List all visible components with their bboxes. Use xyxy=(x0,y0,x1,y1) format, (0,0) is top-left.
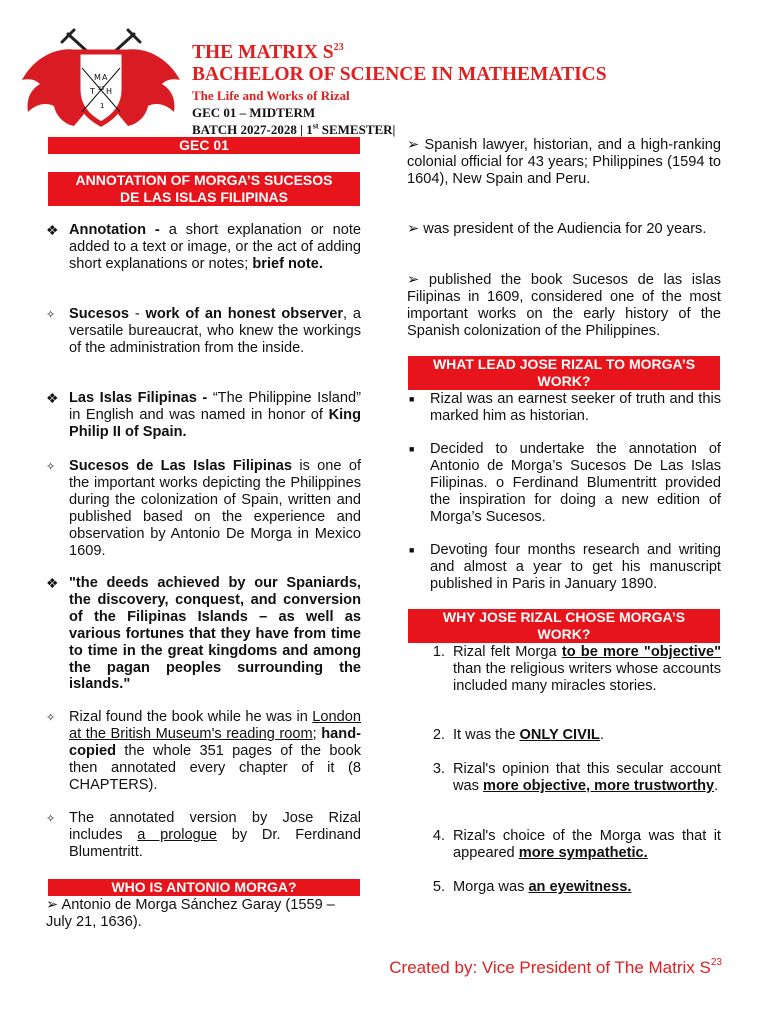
who-text: ➢ Antonio de Morga Sánchez Garay (1559 – July 21, 1636). xyxy=(46,897,335,930)
reason-item xyxy=(432,727,721,744)
star-bullet-icon: ✧ xyxy=(46,813,56,825)
logo-number: 1 xyxy=(100,102,105,110)
diamond-bullet-icon: ❖ xyxy=(46,390,59,406)
list-number: 2. xyxy=(432,727,445,743)
who-heading: WHO IS ANTONIO MORGA? xyxy=(48,879,360,896)
text-run: an eyewitness. xyxy=(528,879,632,895)
why-heading: WHY JOSE RIZAL CHOSE MORGA’S WORK? xyxy=(408,609,720,643)
text-run: - xyxy=(129,306,146,322)
text-run: Sucesos xyxy=(69,306,130,322)
reason-item xyxy=(432,761,721,795)
lead-item xyxy=(409,542,721,593)
annotation-heading: ANNOTATION OF MORGA’S SUCESOS DE LAS ISLAS FILIPINAS xyxy=(48,172,360,206)
text-run: Sucesos de Las Islas Filipinas xyxy=(69,458,293,474)
batch-line: BATCH 2027-2028 | 1st SEMESTER| xyxy=(192,121,396,137)
text-run: “The Philippine Island” in English and was named in honor of xyxy=(69,390,361,423)
fact-paragraph: ➢ was president of the Audiencia for 20 years. xyxy=(407,221,707,237)
text-run: Annotation - xyxy=(69,222,169,238)
annotation-item xyxy=(46,575,361,693)
logo-sup: 23 xyxy=(98,86,105,92)
text-run: Rizal found the book while he was in xyxy=(69,709,313,725)
text-run: by Dr. Ferdinand Blumentritt. xyxy=(69,826,361,860)
document-header xyxy=(192,42,607,137)
text-run: is one of the important works depicting the Philippines during the colonization of Spain, written and published based on the experience and observation by Antonio De Morga in Mexico 1609. xyxy=(69,458,361,559)
square-bullet-icon: ■ xyxy=(409,545,415,555)
text-run: The annotated version by Jose Rizal includes xyxy=(69,810,361,843)
text-run: to be more "objective" xyxy=(561,644,721,660)
text-run: Morga was xyxy=(453,879,529,895)
annotation-item xyxy=(46,222,361,273)
logo-letter-a: A xyxy=(102,73,108,82)
star-bullet-icon: ✧ xyxy=(46,309,56,321)
text-run: . xyxy=(599,727,604,743)
list-number: 4. xyxy=(432,828,445,844)
annotation-item xyxy=(46,709,361,794)
text-run: It was the xyxy=(453,727,520,743)
text-run: more sympathetic. xyxy=(518,844,648,861)
list-number: 1. xyxy=(432,644,445,660)
list-number: 5. xyxy=(432,879,445,895)
text-run: King Philip II of Spain. xyxy=(69,406,361,440)
logo-letter-m: M xyxy=(94,73,101,82)
text-run: Rizal's choice of the Morga was that it appeared xyxy=(453,828,721,861)
text-run: a prologue xyxy=(137,826,217,843)
dragon-right-icon xyxy=(118,49,180,126)
text-run: , a versatile bureaucrat, who knew the workings of the administration from the inside. xyxy=(69,306,361,356)
reason-item xyxy=(432,879,721,896)
diamond-bullet-icon: ❖ xyxy=(46,575,59,591)
lead-text: Rizal was an earnest seeker of truth and this marked him as historian. xyxy=(430,391,721,424)
text-run: Rizal's opinion that this secular account was xyxy=(453,761,721,794)
lead-text: Decided to undertake the annotation of Antonio de Morga’s Sucesos De Las Islas Filipinas. o Ferdinand Blumentritt provided the inspiration for doing a new edition of Morga’s Sucesos. xyxy=(430,441,721,525)
logo-letter-t: T xyxy=(90,87,95,96)
annotation-item xyxy=(46,810,361,861)
text-run: than the religious writers whose accounts included many miracles stories. xyxy=(453,660,721,694)
square-bullet-icon: ■ xyxy=(409,444,415,454)
text-run: hand-copied xyxy=(69,725,361,759)
text-run: Las Islas Filipinas - xyxy=(69,390,213,406)
text-run: London at the British Museum's reading room xyxy=(69,709,361,742)
footer-credit: Created by: Vice President of The Matrix $S^{23}$ xyxy=(389,957,722,977)
text-run: ONLY CIVIL xyxy=(519,727,600,743)
lead-heading: WHAT LEAD JOSE RIZAL TO MORGA’S WORK? xyxy=(408,356,720,390)
text-run: a short explanation or note added to a text or image, or the act of adding short explanations or notes; xyxy=(69,222,361,272)
reason-item xyxy=(432,828,721,862)
fact-paragraph: ➢ Spanish lawyer, historian, and a high-ranking colonial official for 43 years; Philippines (1594 to 1604), New Spain and Peru. xyxy=(407,137,721,187)
text-run: brief note. xyxy=(252,255,323,272)
lead-text: Devoting four months research and writing and almost a year to get his manuscript published in Paris in January 1890. xyxy=(430,542,721,592)
text-run: "the deeds achieved by our Spaniards, the discovery, conquest, and conversion of the Filipinas Islands – as well as various fortunes that they have from time to time in the great kingdoms and among the pagan peoples surrounding the islands." xyxy=(69,575,361,693)
annotation-item xyxy=(46,458,361,559)
subject-line: GEC 01 – MIDTERM xyxy=(192,105,316,120)
star-bullet-icon: ✧ xyxy=(46,461,56,473)
org-name: THE MATRIX $S^{23}$ xyxy=(192,42,344,63)
text-run: . xyxy=(714,777,719,794)
lead-item xyxy=(409,391,721,425)
fact-paragraph: ➢ published the book Sucesos de las islas Filipinas in 1609, considered one of the most important works on the early history of the Spanish colonization of the Philippines. xyxy=(407,272,721,339)
dragon-left-icon xyxy=(22,49,84,126)
diamond-bullet-icon: ❖ xyxy=(46,222,59,238)
annotation-item xyxy=(46,390,361,441)
text-run: Rizal felt Morga xyxy=(453,644,562,660)
text-run: the whole 351 pages of the book then annotated every chapter of it (8 CHAPTERS). xyxy=(69,742,361,793)
annotation-item xyxy=(46,306,361,357)
reason-item xyxy=(432,644,721,695)
logo-emblem xyxy=(16,28,186,130)
logo-letter-h: H xyxy=(106,87,113,96)
course-title: The Life and Works of Rizal xyxy=(192,88,350,103)
text-run: work of an honest observer xyxy=(145,306,344,322)
star-bullet-icon: ✧ xyxy=(46,712,56,724)
square-bullet-icon: ■ xyxy=(409,394,415,404)
text-run: ; xyxy=(312,725,322,742)
program-title: BACHELOR OF SCIENCE IN MATHEMATICS xyxy=(192,64,607,85)
list-number: 3. xyxy=(432,761,445,777)
text-run: more objective, more trustworthy xyxy=(483,777,715,794)
lead-item xyxy=(409,441,721,526)
gec-bar: GEC 01 xyxy=(48,137,360,154)
